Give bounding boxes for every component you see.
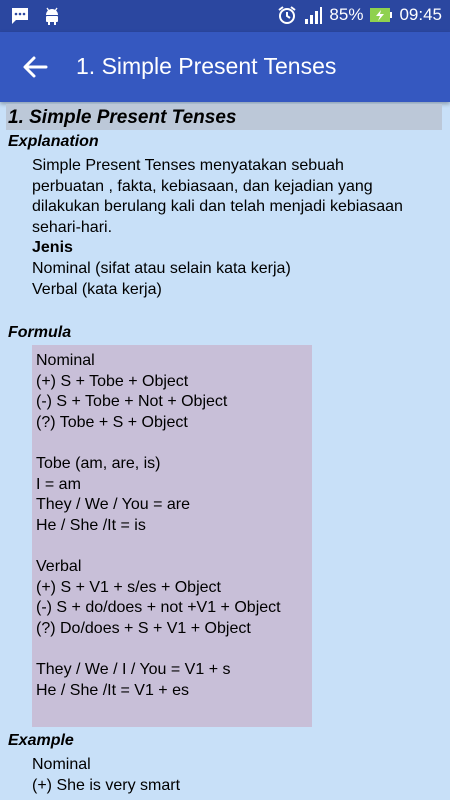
formula-label: Formula [8,324,72,341]
battery-charging-icon [369,5,393,25]
example-line: Nominal [32,756,91,773]
signal-icon [303,5,323,25]
formula-line: Tobe (am, are, is) [36,454,161,472]
jenis-item: Nominal (sifat atau selain kata kerja) [32,259,291,277]
formula-line: Verbal [36,557,82,575]
formula-line [36,433,308,454]
explanation-line: Simple Present Tenses menyatakan sebuah [32,157,344,174]
jenis-item: Verbal (kata kerja) [32,280,162,298]
explanation-line: perbuatan , fakta, kebiasaan, dan kejadian yang [32,177,373,195]
formula-box [32,345,312,727]
formula-line: Nominal [36,352,95,369]
example-line: (+) She is very smart [32,776,181,794]
battery-percent: 85% [329,5,364,24]
alarm-icon [277,5,297,25]
page-title: 1. Simple Present Tenses [76,53,337,79]
clock: 09:45 [399,5,442,24]
explanation-label: Explanation [8,133,99,150]
app-bar [0,32,450,102]
status-bar [0,0,450,32]
example-label: Example [8,732,74,749]
formula-line: He / She /It = is [36,516,146,534]
example-text [32,755,180,796]
android-icon [42,6,62,26]
formula-line: (?) Tobe + S + Object [36,413,188,431]
formula-line: They / We / I / You = V1 + s [36,660,231,678]
formula-line: I = am [36,475,81,493]
formula-line: They / We / You = are [36,496,191,514]
formula-line: (+) S + V1 + s/es + Object [36,578,221,596]
formula-line: (-) S + Tobe + Not + Object [36,393,228,411]
formula-line: He / She /It = V1 + es [36,681,189,699]
explanation-text [32,156,403,300]
section-heading: 1. Simple Present Tenses [6,104,442,130]
formula-line: (?) Do/does + S + V1 + Object [36,619,251,637]
formula-line: (-) S + do/does + not +V1 + Object [36,599,281,617]
explanation-line: sehari-hari. [32,218,113,236]
chat-icon [10,6,30,26]
content-scroll[interactable] [0,102,450,800]
formula-line: (+) S + Tobe + Object [36,372,189,390]
jenis-label: Jenis [32,239,73,257]
formula-line [36,536,308,557]
arrow-back-icon[interactable] [20,52,50,82]
explanation-line: dilakukan berulang kali dan telah menjadi kebiasaan [32,198,403,216]
formula-line [36,639,308,660]
